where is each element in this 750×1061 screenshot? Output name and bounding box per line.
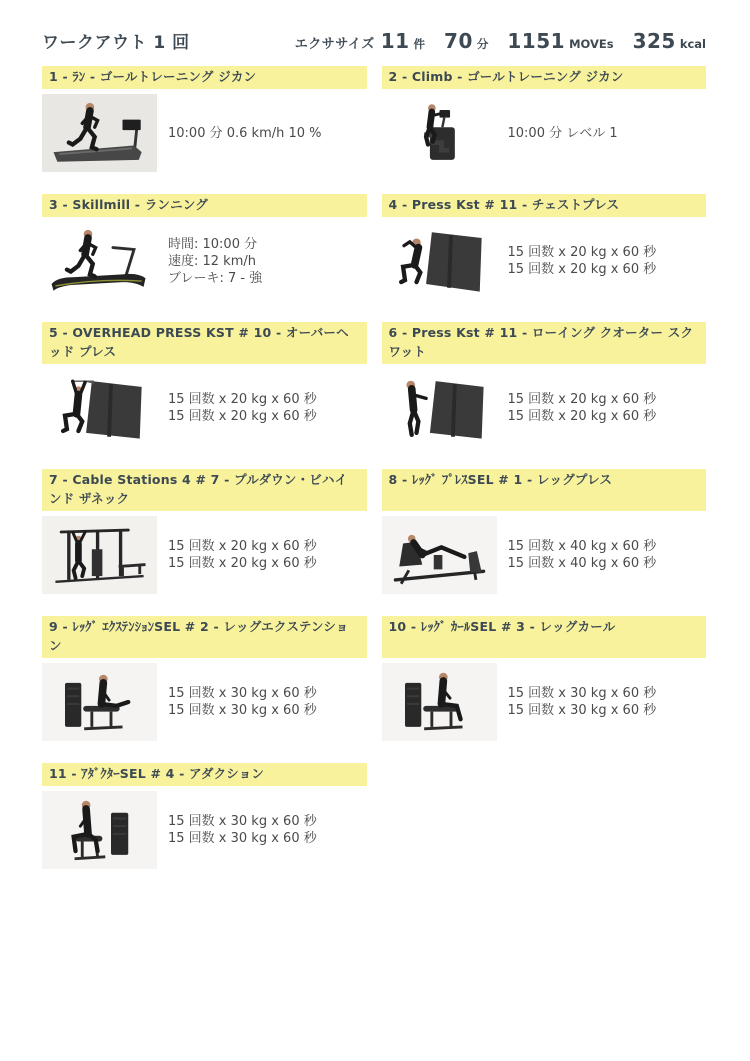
exercise-detail-line: 速度: 12 km/h (168, 253, 256, 269)
exercise-image (42, 791, 157, 869)
exercise-details (168, 813, 317, 847)
exercise-details (168, 125, 322, 142)
report-header (42, 28, 706, 53)
exercise-card-header: 4 - Press Kst # 11 - チェストプレス (382, 194, 707, 217)
exercise-card (42, 322, 367, 447)
exercise-details (508, 125, 618, 142)
exercise-card-header: 7 - Cable Stations 4 # 7 - プルダウン・ビハインド ザネック (42, 469, 367, 511)
stat-unit: 件 (413, 37, 426, 51)
exercise-details (168, 685, 317, 719)
stat-unit: MOVEs (569, 37, 614, 51)
exercise-card-header: 10 - ﾚｯｸﾞ ｶｰﾙSEL # 3 - レッグカール (382, 616, 707, 658)
exercise-card-body (382, 663, 707, 741)
exercise-detail-line: 15 回数 x 30 kg x 60 秒 (168, 830, 317, 846)
cable-station-icon (42, 516, 157, 594)
exercise-card-body (382, 94, 707, 172)
kinesis-row-icon (382, 369, 497, 447)
stat-item-分 (444, 29, 488, 53)
exercise-detail-line: 15 回数 x 20 kg x 60 秒 (168, 409, 317, 424)
exercise-detail-line: 15 回数 x 30 kg x 60 秒 (168, 813, 317, 829)
exercise-detail-line: 15 回数 x 30 kg x 60 秒 (507, 703, 657, 718)
exercise-card (42, 194, 367, 300)
exercise-card-header: 2 - Climb - ゴールトレーニング ジカン (382, 66, 707, 89)
exercise-details (168, 391, 317, 425)
exercise-image (42, 663, 157, 741)
exercise-detail-line: 10:00 分 レベル 1 (507, 125, 618, 141)
exercise-card (42, 616, 367, 741)
exercise-detail-line: 15 回数 x 20 kg x 60 秒 (507, 245, 657, 260)
exercise-card (42, 469, 367, 594)
skillmill-icon (42, 222, 157, 300)
workout-stats (295, 29, 706, 53)
exercise-card-header: 11 - ｱﾀﾞｸﾀｰSEL # 4 - アダクション (42, 763, 367, 786)
exercise-image (382, 94, 497, 172)
exercise-detail-line: ブレーキ: 7 - 強 (168, 270, 263, 286)
exercise-card (42, 763, 367, 869)
exercise-card-header: 3 - Skillmill - ランニング (42, 194, 367, 217)
exercise-card-body (382, 222, 707, 300)
exercise-image (382, 222, 497, 300)
overhead-press-icon (42, 369, 157, 447)
page-title: ワークアウト 1 回 (42, 33, 190, 53)
stat-item-件 (295, 29, 425, 53)
exercise-card-body (382, 516, 707, 594)
exercise-detail-line: 10:00 分 0.6 km/h 10 % (168, 125, 322, 141)
exercise-card-body (42, 663, 367, 741)
exercise-details (508, 244, 657, 278)
climber-icon (382, 94, 497, 172)
stat-unit: kcal (679, 37, 706, 51)
exercise-card-header: 8 - ﾚｯｸﾞ ﾌﾟﾚｽSEL # 1 - レッグプレス (382, 469, 707, 511)
treadmill-icon (42, 94, 157, 172)
exercise-image (382, 369, 497, 447)
exercise-detail-line: 15 回数 x 20 kg x 60 秒 (507, 409, 657, 424)
exercise-card-body (42, 516, 367, 594)
exercise-image (42, 94, 157, 172)
exercise-details (168, 538, 317, 572)
leg-press-icon (382, 516, 497, 594)
stat-unit: 分 (476, 37, 489, 51)
exercise-card-body (42, 222, 367, 300)
exercise-card-header: 5 - OVERHEAD PRESS KST # 10 - オーバーヘッド プレス (42, 322, 367, 364)
exercise-card-body (42, 369, 367, 447)
exercise-details (508, 685, 657, 719)
kinesis-press-icon (382, 222, 497, 300)
exercise-image (42, 516, 157, 594)
exercise-card (382, 66, 707, 172)
exercise-details (508, 391, 657, 425)
exercise-card-body (42, 94, 367, 172)
exercise-image (42, 369, 157, 447)
exercise-detail-line: 15 回数 x 20 kg x 60 秒 (168, 556, 317, 571)
stat-prefix: エクササイズ (294, 37, 375, 52)
leg-curl-icon (382, 663, 497, 741)
exercise-card (382, 469, 707, 594)
exercise-detail-line: 15 回数 x 40 kg x 60 秒 (507, 539, 657, 554)
stat-item-kcal (633, 29, 706, 53)
exercise-details (168, 236, 262, 287)
exercise-card (382, 194, 707, 300)
exercise-card-header: 6 - Press Kst # 11 - ローイング クオーター スクワット (382, 322, 707, 364)
exercise-detail-line: 15 回数 x 30 kg x 60 秒 (168, 703, 317, 718)
exercise-card-header: 1 - ﾗﾝ - ゴールトレーニング ジカン (42, 66, 367, 89)
exercise-detail-line: 時間: 10:00 分 (168, 236, 258, 252)
exercise-card (382, 322, 707, 447)
exercise-detail-line: 15 回数 x 30 kg x 60 秒 (168, 686, 317, 701)
stat-value: 11 (380, 29, 410, 53)
stat-value: 70 (444, 29, 473, 53)
exercise-image (42, 222, 157, 300)
exercise-image (382, 663, 497, 741)
stat-value: 325 (632, 29, 676, 53)
exercise-detail-line: 15 回数 x 40 kg x 60 秒 (507, 556, 657, 571)
exercise-detail-line: 15 回数 x 20 kg x 60 秒 (507, 262, 657, 277)
exercise-card-body (42, 791, 367, 869)
adduction-icon (42, 791, 157, 869)
exercise-details (508, 538, 657, 572)
exercise-detail-line: 15 回数 x 20 kg x 60 秒 (168, 392, 317, 407)
leg-extension-icon (42, 663, 157, 741)
exercise-card-header: 9 - ﾚｯｸﾞ ｴｸｽﾃﾝｼｮﾝSEL # 2 - レッグエクステンション (42, 616, 367, 658)
exercise-detail-line: 15 回数 x 20 kg x 60 秒 (168, 539, 317, 554)
exercise-card (42, 66, 367, 172)
stat-value: 1151 (507, 29, 566, 53)
exercise-card-body (382, 369, 707, 447)
exercise-detail-line: 15 回数 x 30 kg x 60 秒 (507, 686, 657, 701)
exercise-detail-line: 15 回数 x 20 kg x 60 秒 (507, 392, 657, 407)
exercise-image (382, 516, 497, 594)
exercise-grid (42, 66, 706, 869)
exercise-card (382, 616, 707, 741)
stat-item-moves (507, 29, 613, 53)
